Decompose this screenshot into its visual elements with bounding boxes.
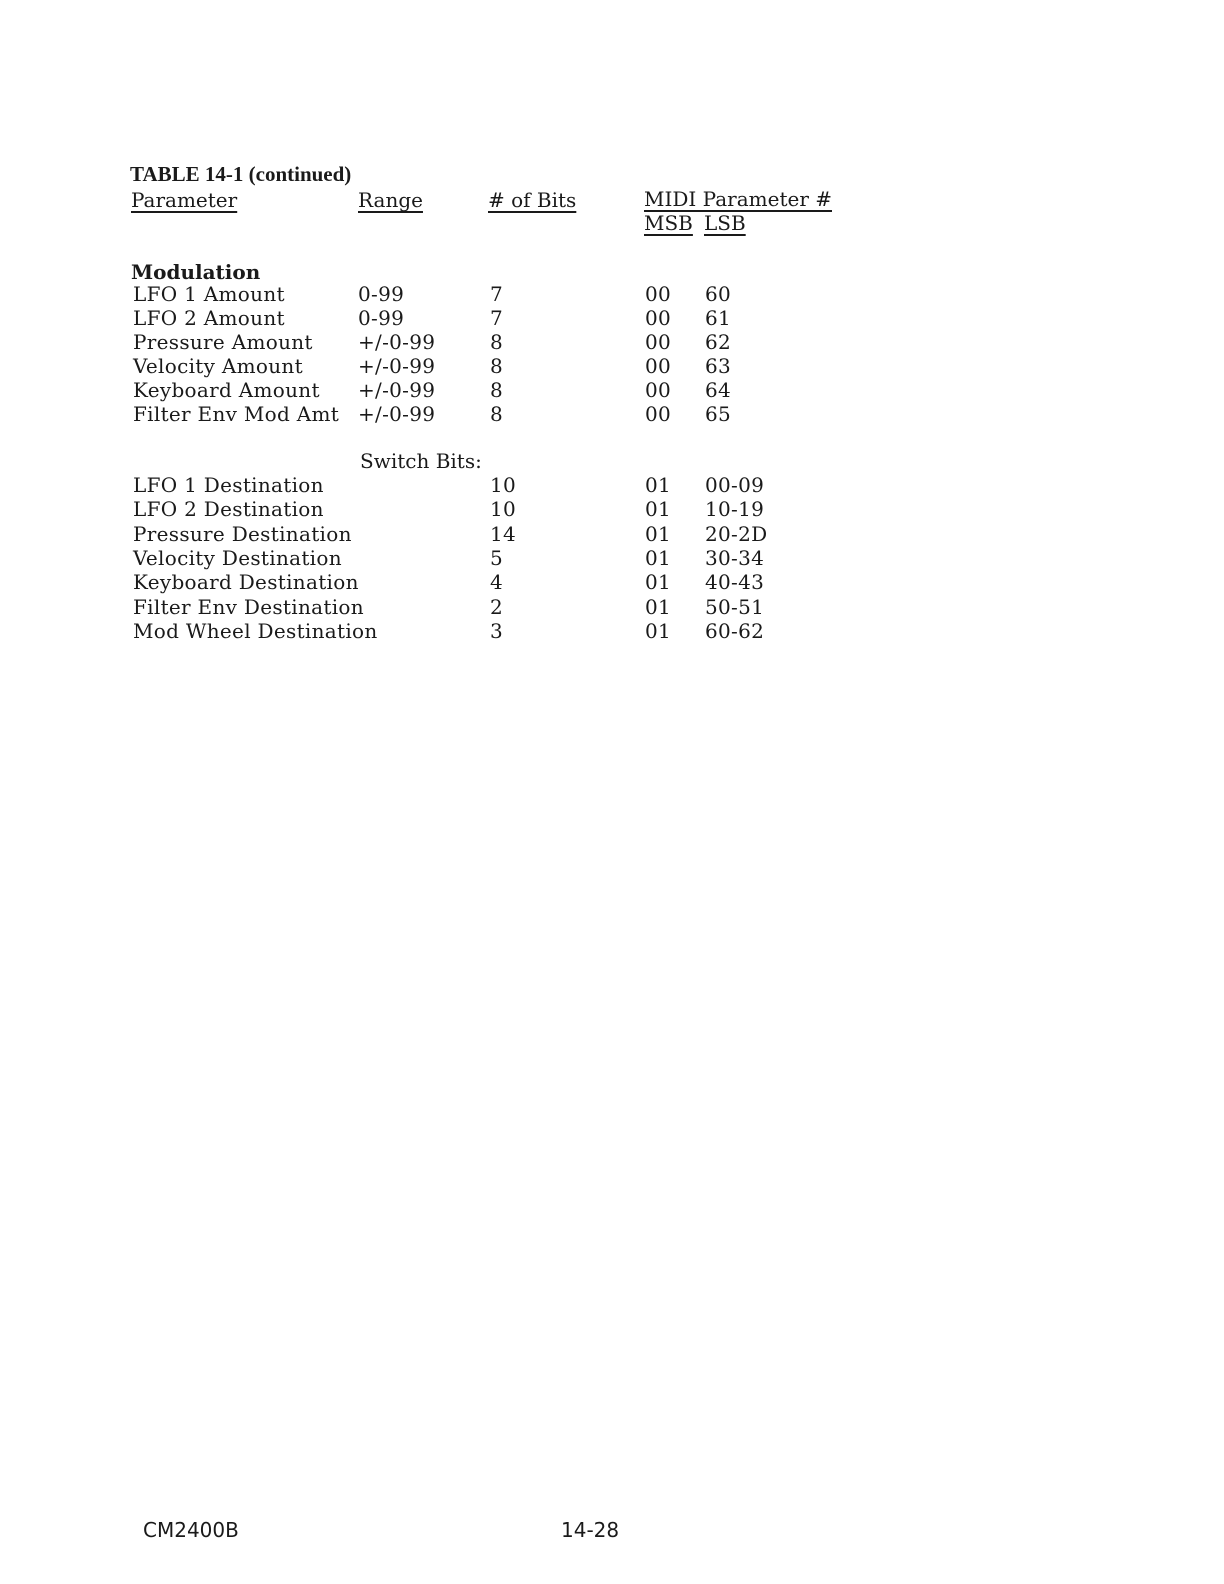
cell-msb: 01: [645, 545, 672, 570]
switch-bits-label: Switch Bits:: [360, 449, 482, 473]
cell-bits: 10: [490, 473, 517, 497]
cell-bits: 8: [490, 402, 504, 426]
cell-lsb: 60-62: [705, 618, 765, 643]
table-row: [0, 282, 1224, 306]
cell-range: 0-99: [358, 282, 405, 306]
cell-lsb: 62: [705, 330, 732, 354]
header-bits: # of Bits: [488, 188, 577, 212]
cell-lsb: 61: [705, 306, 732, 330]
cell-lsb: 20-2D: [705, 521, 768, 546]
cell-msb: 00: [645, 378, 672, 402]
cell-lsb: 30-34: [705, 545, 765, 570]
table-row: [0, 619, 1224, 643]
footer-page-number: 14-28: [561, 1518, 620, 1542]
cell-lsb: 65: [705, 402, 732, 426]
table-row: [0, 473, 1224, 497]
cell-msb: 01: [645, 594, 672, 619]
cell-lsb: 10-19: [705, 497, 765, 522]
cell-lsb: 40-43: [705, 570, 765, 595]
cell-parameter: Velocity Amount: [133, 354, 303, 378]
cell-bits: 5: [490, 545, 504, 570]
cell-parameter: Mod Wheel Destination: [133, 618, 378, 643]
cell-msb: 00: [645, 282, 672, 306]
cell-range: +/-0-99: [358, 402, 436, 426]
cell-bits: 3: [490, 618, 504, 643]
cell-range: +/-0-99: [358, 354, 436, 378]
header-lsb: LSB: [704, 211, 746, 235]
cell-msb: 01: [645, 618, 672, 643]
cell-parameter: LFO 1 Amount: [133, 282, 285, 306]
cell-parameter: Pressure Amount: [133, 330, 313, 354]
cell-lsb: 00-09: [705, 473, 765, 497]
cell-parameter: Pressure Destination: [133, 521, 352, 546]
cell-parameter: LFO 2 Destination: [133, 497, 324, 522]
cell-msb: 00: [645, 330, 672, 354]
cell-bits: 2: [490, 594, 504, 619]
table-row: [0, 354, 1224, 378]
cell-bits: 7: [490, 282, 504, 306]
table-row: [0, 595, 1224, 619]
table-row: [0, 497, 1224, 521]
cell-msb: 00: [645, 354, 672, 378]
cell-msb: 01: [645, 473, 672, 497]
cell-range: 0-99: [358, 306, 405, 330]
header-parameter: Parameter: [131, 188, 238, 212]
table-row: [0, 522, 1224, 546]
cell-lsb: 60: [705, 282, 732, 306]
cell-parameter: LFO 2 Amount: [133, 306, 285, 330]
table-row: [0, 378, 1224, 402]
cell-msb: 01: [645, 521, 672, 546]
section-heading-modulation: Modulation: [131, 260, 261, 284]
cell-bits: 10: [490, 497, 517, 522]
cell-msb: 01: [645, 570, 672, 595]
cell-bits: 8: [490, 378, 504, 402]
footer-doc-code: CM2400B: [143, 1518, 239, 1542]
cell-bits: 4: [490, 570, 504, 595]
cell-parameter: LFO 1 Destination: [133, 473, 324, 497]
table-row: [0, 570, 1224, 594]
cell-parameter: Keyboard Destination: [133, 570, 359, 595]
cell-range: +/-0-99: [358, 330, 436, 354]
table-row: [0, 330, 1224, 354]
cell-bits: 14: [490, 521, 517, 546]
cell-msb: 00: [645, 402, 672, 426]
header-msb: MSB: [644, 211, 693, 235]
table-row: [0, 402, 1224, 426]
table-row: [0, 546, 1224, 570]
cell-bits: 8: [490, 354, 504, 378]
header-range: Range: [358, 188, 423, 212]
table-title: TABLE 14-1 (continued): [130, 162, 352, 186]
cell-range: +/-0-99: [358, 378, 436, 402]
cell-parameter: Filter Env Mod Amt: [133, 402, 340, 426]
cell-bits: 8: [490, 330, 504, 354]
cell-parameter: Filter Env Destination: [133, 594, 364, 619]
cell-parameter: Velocity Destination: [133, 545, 342, 570]
table-row: [0, 306, 1224, 330]
header-midi-parameter: MIDI Parameter #: [644, 187, 832, 211]
cell-msb: 00: [645, 306, 672, 330]
cell-lsb: 64: [705, 378, 732, 402]
cell-msb: 01: [645, 497, 672, 522]
cell-bits: 7: [490, 306, 504, 330]
cell-parameter: Keyboard Amount: [133, 378, 320, 402]
cell-lsb: 50-51: [705, 594, 765, 619]
cell-lsb: 63: [705, 354, 732, 378]
